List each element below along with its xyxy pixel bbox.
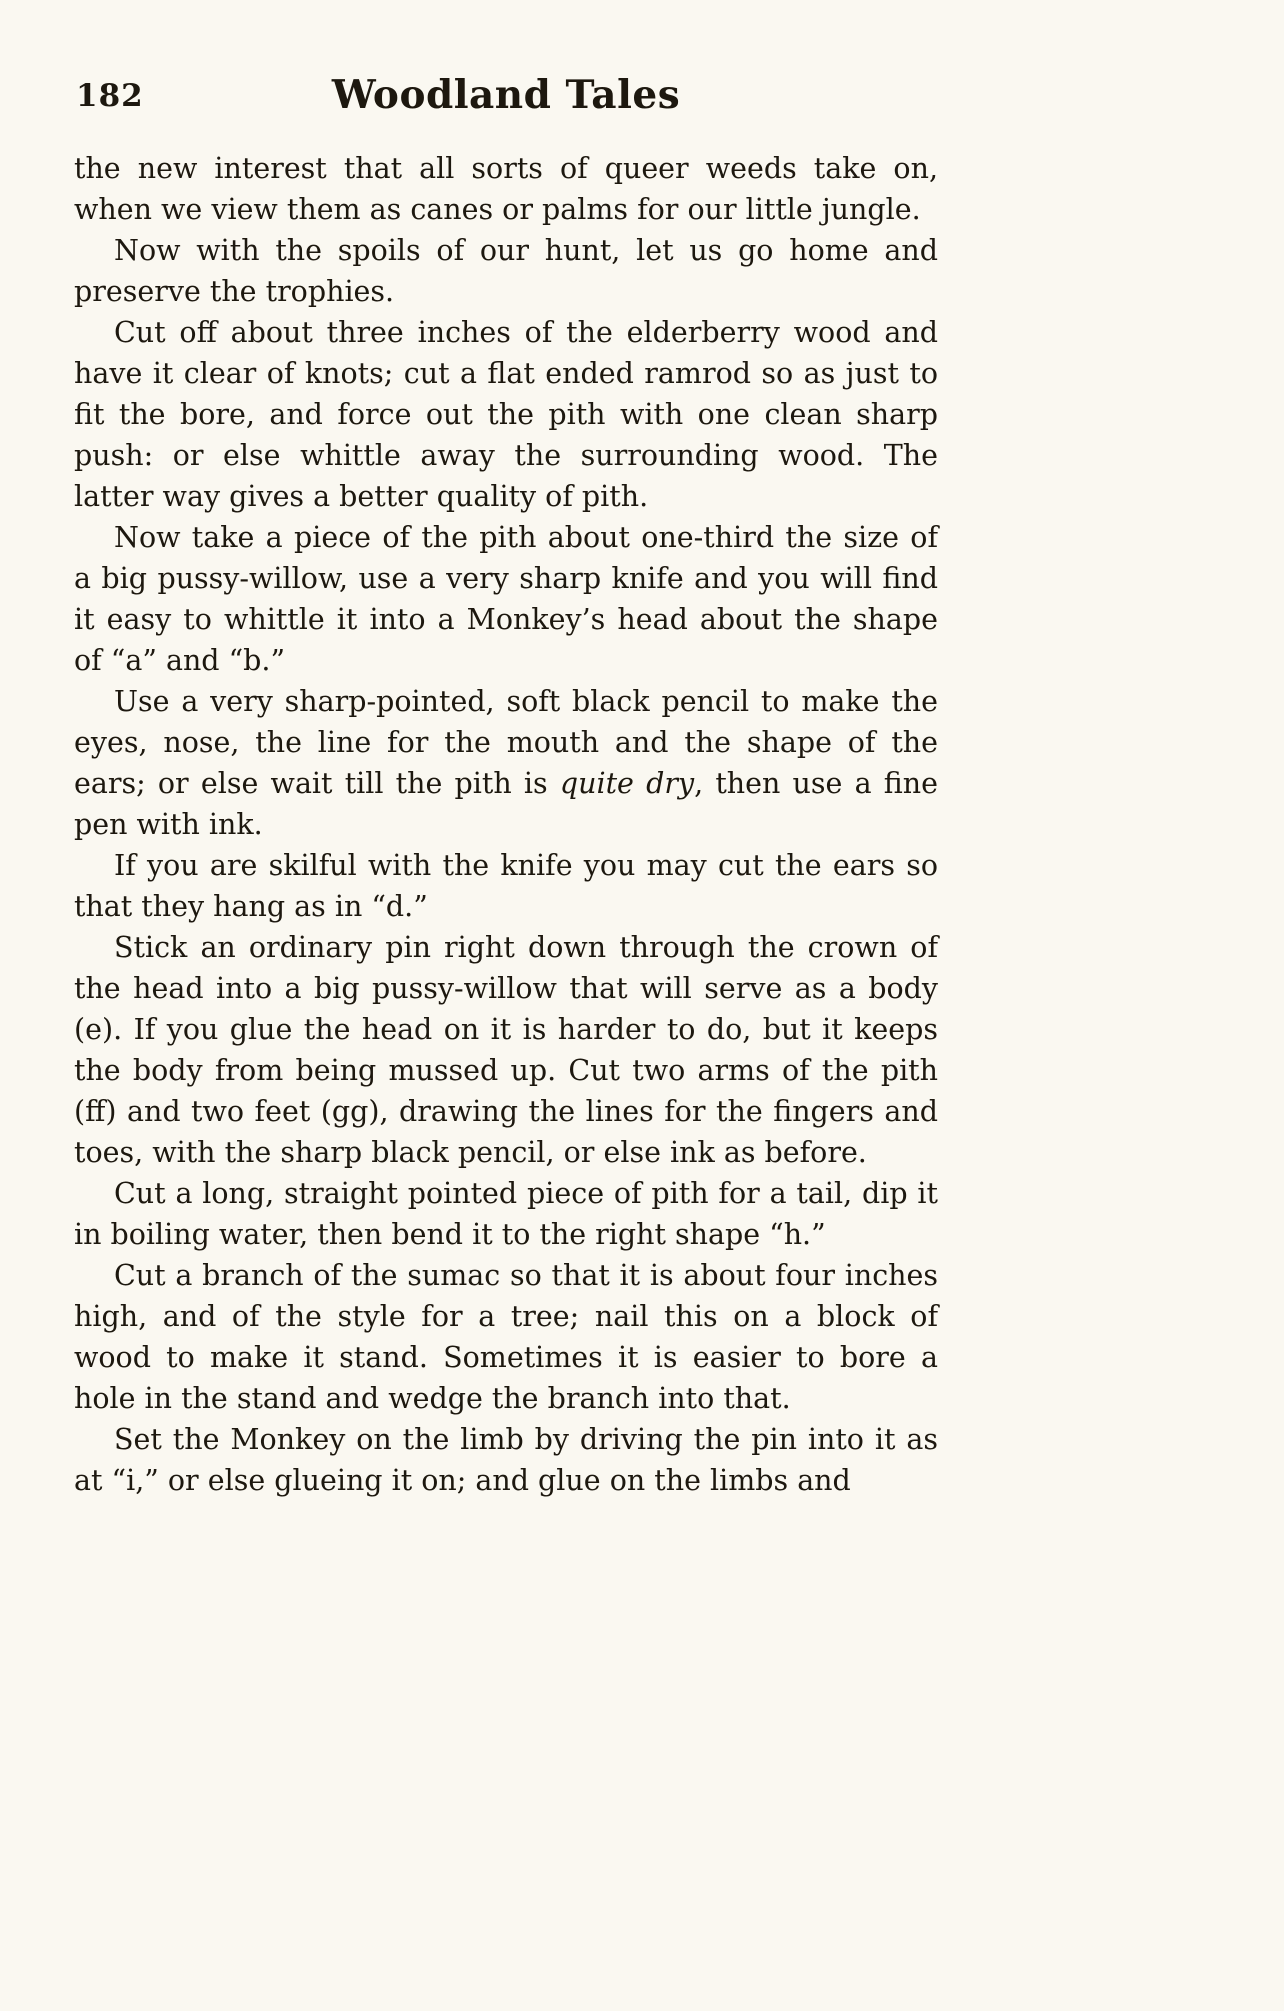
paragraph-segment-italic: quite dry bbox=[559, 767, 695, 800]
page-number: 182 bbox=[76, 78, 144, 114]
paragraph: the new interest that all sorts of queer weeds take on, when we view them as canes or palms for our little jungle. bbox=[74, 152, 938, 226]
page-header bbox=[74, 70, 938, 124]
paragraph bbox=[74, 681, 938, 845]
paragraph: If you are skilful with the knife you may cut the ears so that they hang as in “d.” bbox=[74, 849, 938, 923]
paragraph-segment: , then use a fine pen with ink. bbox=[74, 767, 938, 841]
paragraph: Cut off about three inches of the elderberry wood and have it clear of knots; cut a flat ended ramrod so as just to fit the bore, and force out the pith with one clean sharp push: or else whittle away the surrounding wood. The latter way gives a better quality of pith. bbox=[74, 316, 938, 513]
paragraph: Cut a branch of the sumac so that it is about four inches high, and of the style for a tree; nail this on a block of wood to make it stand. Sometimes it is easier to bore a hole in the stand and wedge the branch into that. bbox=[74, 1259, 938, 1415]
paragraph: Set the Monkey on the limb by driving the pin into it as at “i,” or else glueing it on; and glue on the limbs and bbox=[74, 1423, 938, 1497]
paragraph: Cut a long, straight pointed piece of pith for a tail, dip it in boiling water, then bend it to the right shape “h.” bbox=[74, 1177, 938, 1251]
paragraph: Stick an ordinary pin right down through the crown of the head into a big pussy-willow that will serve as a body (e). If you glue the head on it is harder to do, but it keeps the body from being mussed up. Cut two arms of the pith (ff) and two feet (gg), drawing the lines for the fingers and toes, with the sharp black pencil, or else ink as before. bbox=[74, 931, 938, 1169]
paragraph: Now with the spoils of our hunt, let us go home and preserve the trophies. bbox=[74, 234, 938, 308]
page-content bbox=[74, 70, 938, 1501]
running-title: Woodland Tales bbox=[331, 72, 681, 118]
paragraph: Now take a piece of the pith about one-third the size of a big pussy-willow, use a very sharp knife and you will find it easy to whittle it into a Monkey’s head about the shape of “a” and “b.” bbox=[74, 521, 938, 677]
body-text bbox=[74, 148, 938, 1501]
paragraph-segment: Use a very sharp-pointed, soft black pencil to make the eyes, nose, the line for the mouth and the shape of the ears; or else wait till the pith is bbox=[74, 685, 938, 800]
